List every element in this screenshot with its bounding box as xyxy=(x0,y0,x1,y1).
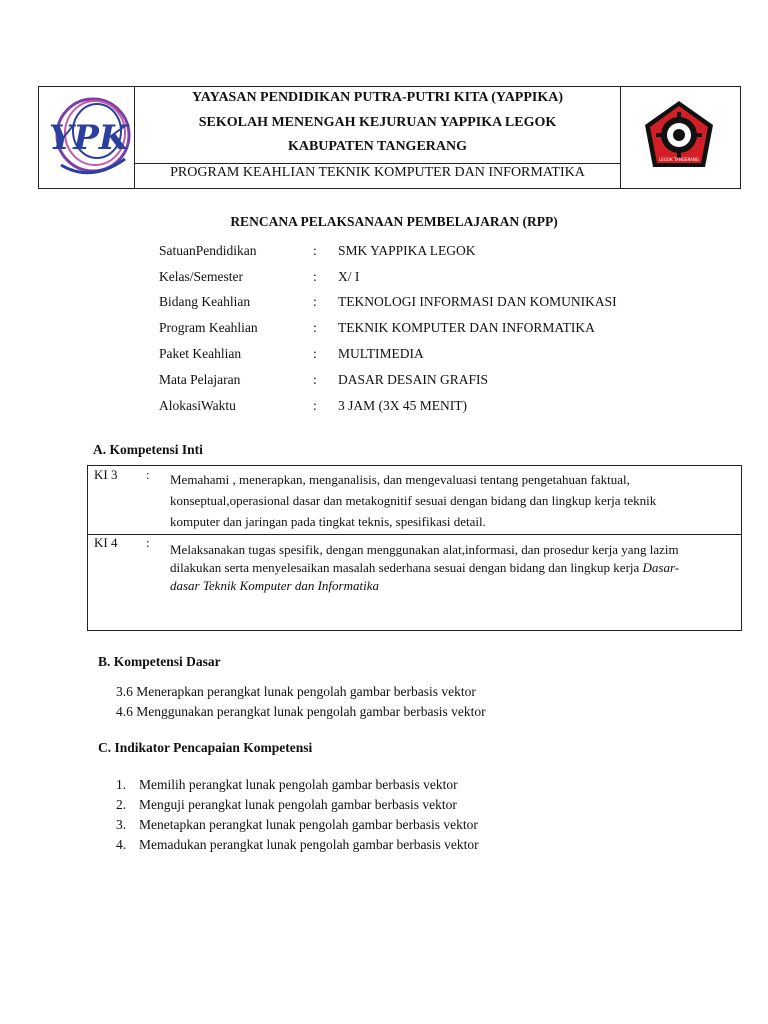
identity-colon: : xyxy=(313,294,317,309)
school-name: SEKOLAH MENENGAH KEJURUAN YAPPIKA LEGOK xyxy=(198,115,557,130)
ki-line: Memahami , menerapkan, menganalisis, dan mengevaluasi tentang pengetahuan faktual, xyxy=(170,472,630,487)
header-divider xyxy=(135,163,620,164)
smk-emblem-icon xyxy=(621,87,739,187)
identity-label: Program Keahlian xyxy=(159,320,258,335)
ki-text xyxy=(170,542,735,596)
ki-line-with-italic xyxy=(170,560,735,578)
section-b-heading: B. Kompetensi Dasar xyxy=(98,654,221,669)
identity-label: SatuanPendidikan xyxy=(159,243,257,258)
section-a-heading: A. Kompetensi Inti xyxy=(93,442,203,457)
identity-value: TEKNIK KOMPUTER DAN INFORMATIKA xyxy=(338,320,595,335)
logo-letter-y: YPK xyxy=(49,118,129,158)
identity-value: DASAR DESAIN GRAFIS xyxy=(338,372,489,387)
indicator-text: Menguji perangkat lunak pengolah gambar berbasis vektor xyxy=(139,797,457,812)
kd-item: 3.6 Menerapkan perangkat lunak pengolah gambar berbasis vektor xyxy=(116,684,476,699)
indicator-number: 4. xyxy=(116,837,127,852)
yappika-logo-icon xyxy=(41,87,133,187)
emblem-caption: LEGOK TANGERANG xyxy=(659,157,699,162)
identity-value: SMK YAPPIKA LEGOK xyxy=(338,243,476,258)
identity-label: Mata Pelajaran xyxy=(159,372,241,387)
indicator-text: Memilih perangkat lunak pengolah gambar berbasis vektor xyxy=(139,777,458,792)
section-c-heading: C. Indikator Pencapaian Kompetensi xyxy=(98,740,313,755)
identity-label: Bidang Keahlian xyxy=(159,294,251,309)
ki-line: Melaksanakan tugas spesifik, dengan menggunakan alat,informasi, dan prosedur kerja yang lazim xyxy=(170,542,679,557)
indicator-number: 3. xyxy=(116,817,127,832)
indicator-text: Memadukan perangkat lunak pengolah gambar berbasis vektor xyxy=(139,837,479,852)
kompetensi-inti-table xyxy=(87,465,742,631)
indicator-number: 2. xyxy=(116,797,127,812)
left-logo-cell xyxy=(39,87,135,188)
indicator-text: Menetapkan perangkat lunak pengolah gambar berbasis vektor xyxy=(139,817,478,832)
document-title: RENCANA PELAKSANAAN PEMBELAJARAN (RPP) xyxy=(230,214,558,229)
regency-name: KABUPATEN TANGERANG xyxy=(287,139,468,154)
foundation-name: YAYASAN PENDIDIKAN PUTRA-PUTRI KITA (YAPPIKA) xyxy=(191,90,564,105)
ki-italic-line: dasar Teknik Komputer dan Informatika xyxy=(170,578,379,593)
identity-value: TEKNOLOGI INFORMASI DAN KOMUNIKASI xyxy=(338,294,617,309)
identity-colon: : xyxy=(313,372,317,387)
ki-row-divider xyxy=(88,534,741,535)
identity-value: MULTIMEDIA xyxy=(338,346,424,361)
kd-item: 4.6 Menggunakan perangkat lunak pengolah gambar berbasis vektor xyxy=(116,704,486,719)
ki-line: konseptual,operasional dasar dan metakognitif sesuai dengan bidang dan lingkup kerja teknik xyxy=(170,493,657,508)
ki-code: KI 3 xyxy=(94,467,118,482)
identity-label: AlokasiWaktu xyxy=(159,398,236,413)
identity-colon: : xyxy=(313,320,317,335)
indicator-number: 1. xyxy=(116,777,127,792)
letterhead xyxy=(38,86,741,189)
ki-line: komputer dan jaringan pada tingkat teknis, spesifikasi detail. xyxy=(170,514,486,529)
identity-value: 3 JAM (3X 45 MENIT) xyxy=(338,398,467,413)
identity-colon: : xyxy=(313,398,317,413)
right-logo-cell xyxy=(620,87,740,188)
ki-code: KI 4 xyxy=(94,535,118,550)
identity-label: Kelas/Semester xyxy=(159,269,243,284)
identity-colon: : xyxy=(313,346,317,361)
program-name: PROGRAM KEAHLIAN TEKNIK KOMPUTER DAN INFORMATIKA xyxy=(170,165,585,180)
ki-line: dilakukan serta menyelesaikan masalah sederhana sesuai dengan bidang dan lingkup kerja xyxy=(170,560,640,575)
ki-colon: : xyxy=(146,467,150,482)
identity-colon: : xyxy=(313,243,317,258)
identity-colon: : xyxy=(313,269,317,284)
ki-text xyxy=(170,472,735,535)
identity-label: Paket Keahlian xyxy=(159,346,242,361)
identity-value: X/ I xyxy=(338,269,360,284)
ki-italic-tail: Dasar- xyxy=(642,560,680,575)
ki-colon: : xyxy=(146,535,150,550)
